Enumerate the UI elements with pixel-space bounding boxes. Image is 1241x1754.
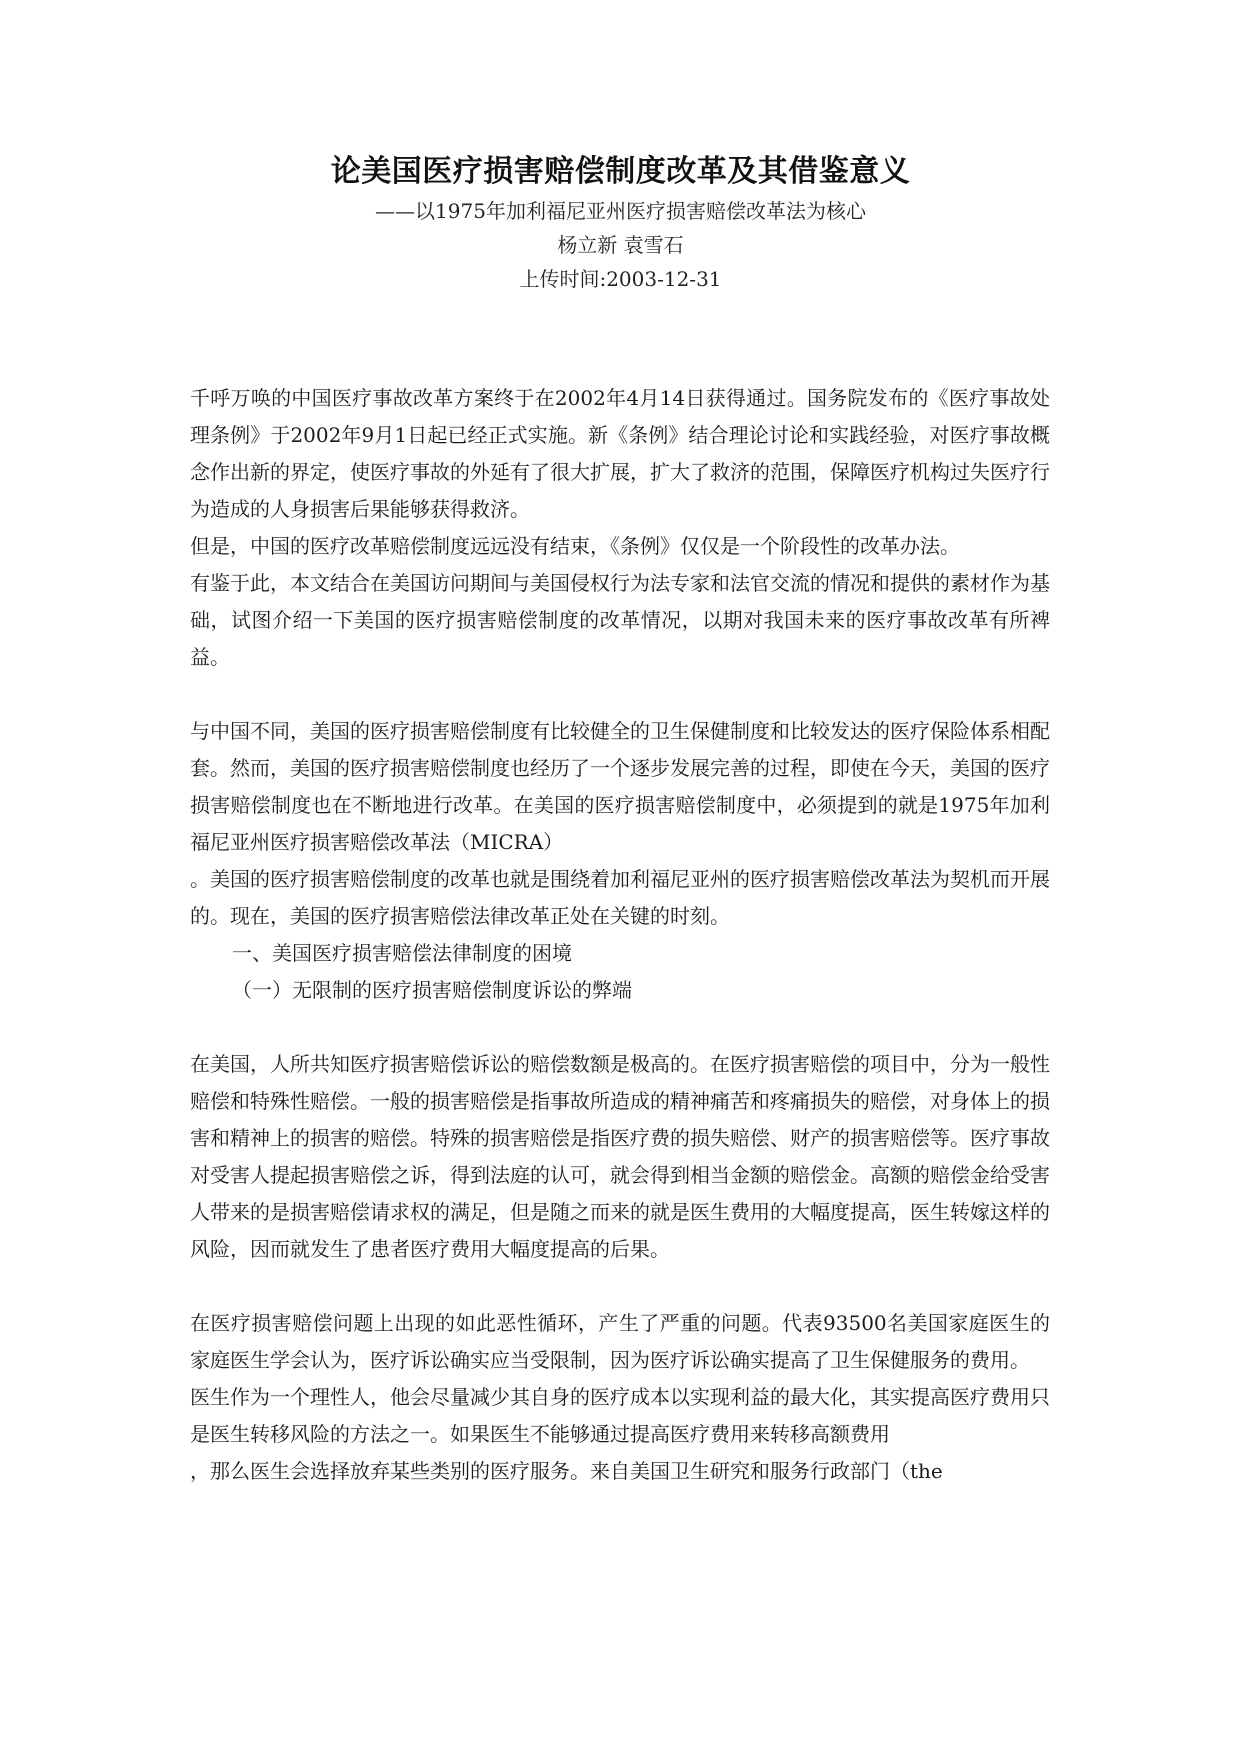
paragraph-gap <box>190 676 1050 713</box>
paragraph: 在医疗损害赔偿问题上出现的如此恶性循环，产生了严重的问题。代表93500名美国家庭医生的家庭医生学会认为，医疗诉讼确实应当受限制，因为医疗诉讼确实提高了卫生保健服务的费用。 <box>190 1311 1050 1372</box>
paragraph: 有鉴于此，本文结合在美国访问期间与美国侵权行为法专家和法官交流的情况和提供的素材作为基础，试图介绍一下美国的医疗损害赔偿制度的改革情况，以期对我国未来的医疗事故改革有所裨益。 <box>190 571 1050 669</box>
document-body <box>190 380 1050 1490</box>
document-authors: 杨立新 袁雪石 <box>557 233 684 257</box>
section-heading: 一、美国医疗损害赔偿法律制度的困境 <box>232 941 572 965</box>
paragraph: 在美国，人所共知医疗损害赔偿诉讼的赔偿数额是极高的。在医疗损害赔偿的项目中，分为一般性赔偿和特殊性赔偿。一般的损害赔偿是指事故所造成的精神痛苦和疼痛损失的赔偿，对身体上的损害和精神上的损害的赔偿。特殊的损害赔偿是指医疗费的损失赔偿、财产的损害赔偿等。医疗事故对受害人提起损害赔偿之诉，得到法庭的认可，就会得到相当金额的赔偿金。高额的赔偿金给受害人带来的是损害赔偿请求权的满足，但是随之而来的就是医生费用的大幅度提高，医生转嫁这样的风险，因而就发生了患者医疗费用大幅度提高的后果。 <box>190 1052 1050 1261</box>
paragraph: 医生作为一个理性人，他会尽量减少其自身的医疗成本以实现利益的最大化，其实提高医疗费用只是医生转移风险的方法之一。如果医生不能够通过提高医疗费用来转移高额费用 <box>190 1385 1050 1446</box>
subsection-heading: （一）无限制的医疗损害赔偿制度诉讼的弊端 <box>232 978 632 1002</box>
document-title: 论美国医疗损害赔偿制度改革及其借鉴意义 <box>330 154 911 189</box>
document-subtitle: ——以1975年加利福尼亚州医疗损害赔偿改革法为核心 <box>375 199 866 223</box>
paragraph: 。美国的医疗损害赔偿制度的改革也就是围绕着加利福尼亚州的医疗损害赔偿改革法为契机而开展的。现在，美国的医疗损害赔偿法律改革正处在关键的时刻。 <box>190 867 1050 928</box>
paragraph: 与中国不同，美国的医疗损害赔偿制度有比较健全的卫生保健制度和比较发达的医疗保险体系相配套。然而，美国的医疗损害赔偿制度也经历了一个逐步发展完善的过程，即使在今天，美国的医疗损害赔偿制度也在不断地进行改革。在美国的医疗损害赔偿制度中，必须提到的就是1975年加利福尼亚州医疗损害赔偿改革法（MICRA） <box>190 719 1050 854</box>
paragraph: 千呼万唤的中国医疗事故改革方案终于在2002年4月14日获得通过。国务院发布的《医疗事故处理条例》于2002年9月1日起已经正式实施。新《条例》结合理论讨论和实践经验，对医疗事故概念作出新的界定，使医疗事故的外延有了很大扩展，扩大了救济的范围，保障医疗机构过失医疗行为造成的人身损害后果能够获得救济。 <box>190 386 1050 521</box>
upload-time: 上传时间:2003-12-31 <box>519 267 722 291</box>
paragraph-gap <box>190 1268 1050 1305</box>
paragraph-gap <box>190 1009 1050 1046</box>
document-header <box>0 150 1241 296</box>
paragraph: ，那么医生会选择放弃某些类别的医疗服务。来自美国卫生研究和服务行政部门（the <box>190 1459 943 1483</box>
paragraph: 但是，中国的医疗改革赔偿制度远远没有结束，《条例》仅仅是一个阶段性的改革办法。 <box>190 534 960 558</box>
